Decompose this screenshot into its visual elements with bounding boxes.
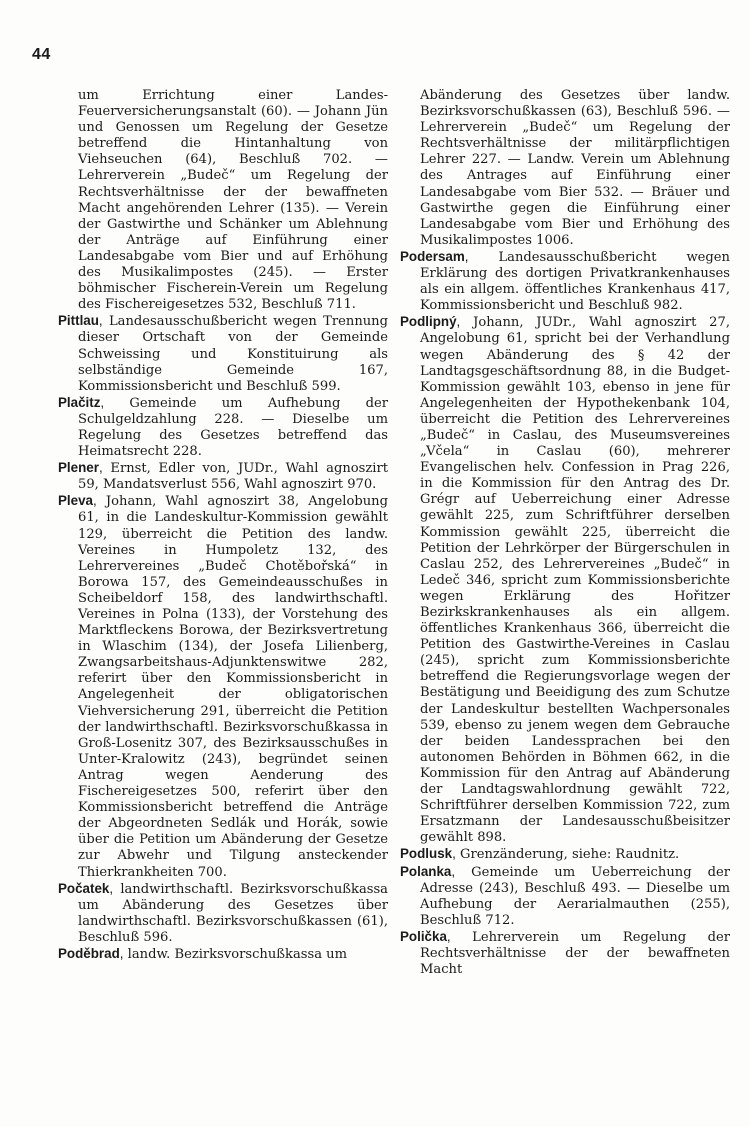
index-entry [58,493,388,880]
entry-text: landwirthschaftl. Bezirksvorschußkassa um Abänderung des Gesetzes über landwirthschaftl. Bezirksvorschußkassen (61), Beschluß 596. [78,881,388,945]
two-column-body [58,88,730,978]
index-entry [58,460,388,493]
entry-heading: Pittlau , [58,313,103,328]
index-entry [58,946,388,963]
entry-text: Gemeinde um Ueberreichung der Adresse (243), Beschluß 493. — Dieselbe um Aufhebung der Aerarialmauthen (255), Beschluß 712. [420,864,730,928]
entry-heading: Podersam , [400,249,468,264]
entry-text: Abänderung des Gesetzes über landw. Bezirksvorschußkassen (63), Beschluß 596. — Lehrerverein „Budeč“ um Regelung der Rechtsverhältnisse der militärpflichtigen Lehrer 227. — Landw. Verein um Ablehnung des Antrages auf Einführung einer Landesabgabe vom Bier 532. — Bräuer und Gastwirthe gegen die Einführung einer Landesabgabe vom Bier und Erhöhung des Musikalimpostes 1006. [420,88,730,248]
index-entry [400,314,730,846]
entry-heading: Plačitz , [58,395,104,410]
index-entry [58,313,388,394]
right-column [400,88,730,978]
index-entry [58,395,388,460]
index-entry [400,929,730,978]
entry-heading: Poděbrad , [58,946,124,961]
index-entry [400,864,730,929]
entry-heading: Polanka , [400,864,455,879]
page-number: 44 [32,46,51,63]
entry-heading: Plener , [58,460,103,475]
entry-text: Lehrerverein um Regelung der Rechtsverhältnisse der der bewaffneten Macht [420,929,730,978]
entry-text: Johann, JUDr., Wahl agnoszirt 27, Angelobung 61, spricht bei der Verhandlung wegen Abänderung des § 42 der Landtagsgeschäftsordnung 88, in die Budget-Kommission gewählt 103, ebenso in jene für Angelegenheiten der Hypothekenbank 104, überreicht die Petition des Lehrervereines „Budeč“ in Caslau, des Museumsvereines „Včela“ in Caslau (60), mehrerer Evangelischen helv. Confession in Prag 226, in die Kommission für den Antrag des Dr. Grégr auf Ueberreichung einer Adresse gewählt 225, zum Schriftführer derselben Kommission gewählt 225, überreicht die Petition der Lehrkörper der Bürgerschulen in Caslau 252, des Lehrervereines „Budeč“ in Ledeč 346, spricht zum Kommissionsberichte wegen Erklärung des Hořitzer Bezirkskrankenhauses als ein allgem. öffentliches Krankenhaus 366, überreicht die Petition des Gastwirthe-Vereines in Caslau (245), spricht zum Kommissionsberichte betreffend die Regierungsvorlage wegen der Bestätigung und Beeidigung des zum Schutze der Landeskultur bestellten Wachpersonales 539, ebenso zu jenem wegen dem Gebrauche der beiden Landessprachen bei den autonomen Behörden in Böhmen 662, in die Kommission für den Antrag auf Abänderung der Landtagswahlordnung gewählt 722, Schriftführer derselben Kommission 722, zum Ersatzmann der Landesausschußbeisitzer gewählt 898. [420,315,730,846]
index-entry [400,846,730,863]
index-entry [400,249,730,314]
entry-text: landw. Bezirksvorschußkassa um [127,946,348,962]
entry-text: Landesausschußbericht wegen Erklärung des dortigen Privatkrankenhauses als ein allgem. öffentliches Krankenhaus 417, Kommissionsbericht und Beschluß 982. [420,249,730,314]
entry-text: Landesausschußbericht wegen Trennung dieser Ortschaft von der Gemeinde Schweissing und Konstituirung als selbständige Gemeinde 167, Kommissionsbericht und Beschluß 599. [78,314,388,394]
left-column [58,88,388,978]
index-entry [58,88,388,313]
entry-heading: Podlusk , [400,846,456,861]
entry-heading: Počatek , [58,881,113,896]
entry-text: Ernst, Edler von, JUDr., Wahl agnoszirt 59, Mandatsverlust 556, Wahl agnoszirt 970. [78,461,388,493]
entry-heading: Pleva , [58,493,97,508]
index-entry [58,881,388,946]
entry-heading: Polička , [400,929,451,944]
entry-heading: Podlipný , [400,314,460,329]
index-entry [400,88,730,249]
entry-text: Grenzänderung, siehe: Raudnitz. [460,847,680,863]
entry-text: Gemeinde um Aufhebung der Schulgeldzahlung 228. — Dieselbe um Regelung des Gesetzes betreffend das Heimatsrecht 228. [78,395,388,460]
entry-text: um Errichtung einer Landes-Feuerversicherungsanstalt (60). — Johann Jün und Genossen um Regelung der Gesetze betreffend die Hintanhaltung von Viehseuchen (64), Beschluß 702. — Lehrerverein „Budeč“ um Regelung der Rechtsverhältnisse der der bewaffneten Macht angehörenden Lehrer (135). — Verein der Gastwirthe und Schänker um Ablehnung der Anträge auf Einführung einer Landesabgabe vom Bier und auf Erhöhung des Musikalimpostes (245). — Erster böhmischer Fischerein-Verein um Regelung des Fischereigesetzes 532, Beschluß 711. [78,88,388,313]
entry-text: Johann, Wahl agnoszirt 38, Angelobung 61, in die Landeskultur-Kommission gewählt 129, überreicht die Petition des landw. Vereines in Humpoletz 132, des Lehrervereines „Budeč Chotěbořská“ in Borowa 157, des Gemeindeausschußes in Scheibeldorf 158, des landwirthschaftl. Vereines in Polna (133), der Vorstehung des Marktfleckens Borowa, der Bezirksvertretung in Wlaschim (134), der Josefa Lilienberg, Zwangsarbeitshaus-Adjunktenswitwe 282, referirt über den Kommissionsbericht in Angelegenheit der obligatorischen Viehversicherung 291, überreicht die Petition der landwirthschaftl. Bezirksvorschußkassa in Groß-Losenitz 307, des Bezirksausschußes in Unter-Kralowitz (243), begründet seinen Antrag wegen Aenderung des Fischereigesetzes 500, referirt über den Kommissionsbericht betreffend die Anträge der Abgeordneten Sedlák und Horák, sowie über die Petition um Abänderung der Gesetze zur Abwehr und Tilgung ansteckender Thierkrankheiten 700. [78,494,388,880]
